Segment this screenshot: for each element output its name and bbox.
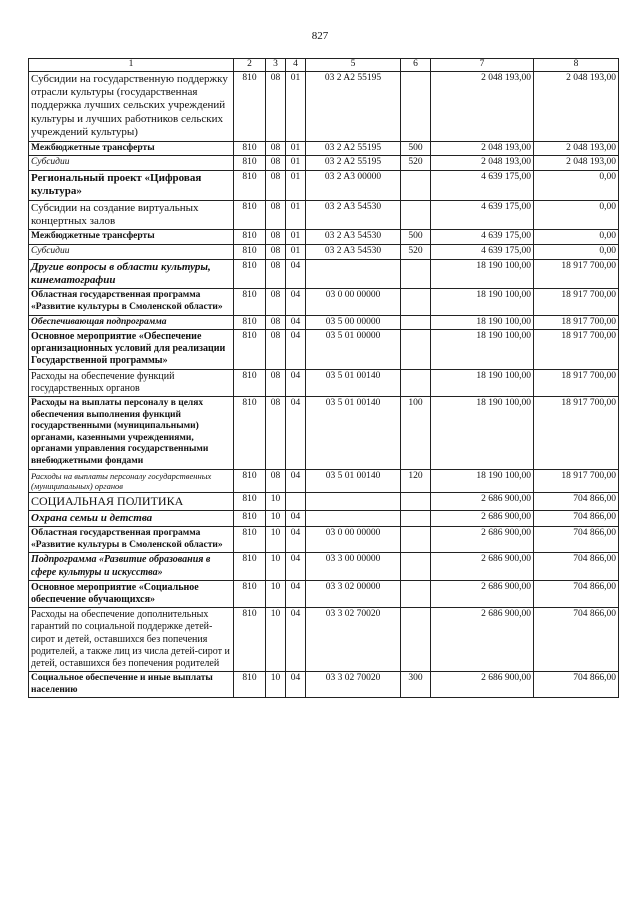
name-cell: Социальное обеспечение и иные выплаты населению [29, 672, 234, 698]
target-article-cell [306, 493, 401, 511]
amount-year1-cell: 18 190 100,00 [431, 259, 534, 289]
name-cell: Расходы на обеспечение функций государственных органов [29, 369, 234, 396]
expense-type-cell [401, 608, 431, 672]
amount-year1-cell: 2 686 900,00 [431, 510, 534, 526]
section-cell: 08 [266, 330, 286, 370]
target-article-cell: 03 5 01 00000 [306, 330, 401, 370]
table-row [29, 315, 619, 330]
name-cell: Региональный проект «Цифровая культура» [29, 170, 234, 200]
expense-type-cell [401, 510, 431, 526]
expense-type-cell: 120 [401, 469, 431, 493]
section-cell: 08 [266, 315, 286, 330]
target-article-cell: 03 2 A2 55195 [306, 156, 401, 171]
expense-type-cell [401, 553, 431, 580]
amount-year1-cell: 18 190 100,00 [431, 330, 534, 370]
table-row [29, 608, 619, 672]
target-article-cell [306, 510, 401, 526]
amount-year2-cell: 0,00 [534, 200, 619, 230]
amount-year1-cell: 2 686 900,00 [431, 608, 534, 672]
table-row [29, 580, 619, 607]
table-row [29, 397, 619, 469]
target-article-cell: 03 2 A2 55195 [306, 141, 401, 156]
target-article-cell: 03 3 00 00000 [306, 553, 401, 580]
header-cell: 7 [431, 59, 534, 72]
header-cell: 8 [534, 59, 619, 72]
table-row [29, 510, 619, 526]
expense-type-cell: 520 [401, 244, 431, 259]
subsection-cell: 01 [286, 170, 306, 200]
header-cell: 3 [266, 59, 286, 72]
subsection-cell: 04 [286, 289, 306, 315]
amount-year2-cell: 18 917 700,00 [534, 397, 619, 469]
admin-code-cell: 810 [234, 259, 266, 289]
table-row [29, 553, 619, 580]
subsection-cell: 04 [286, 553, 306, 580]
section-cell: 08 [266, 200, 286, 230]
amount-year2-cell: 704 866,00 [534, 493, 619, 511]
table-row [29, 369, 619, 396]
header-cell: 5 [306, 59, 401, 72]
subsection-cell: 04 [286, 397, 306, 469]
amount-year2-cell: 0,00 [534, 244, 619, 259]
amount-year1-cell: 2 686 900,00 [431, 527, 534, 553]
table-row [29, 156, 619, 171]
section-cell: 08 [266, 244, 286, 259]
admin-code-cell: 810 [234, 369, 266, 396]
table-row [29, 289, 619, 315]
header-cell: 4 [286, 59, 306, 72]
expense-type-cell [401, 170, 431, 200]
name-cell: Субсидии на государственную поддержку отрасли культуры (государственная поддержка лучших сельских учреждений культуры и лучших работников сельских учреждений культуры) [29, 71, 234, 141]
admin-code-cell: 810 [234, 510, 266, 526]
name-cell: Межбюджетные трансферты [29, 141, 234, 156]
section-cell: 10 [266, 672, 286, 698]
expense-type-cell [401, 493, 431, 511]
expense-type-cell: 500 [401, 141, 431, 156]
amount-year2-cell: 704 866,00 [534, 608, 619, 672]
subsection-cell: 04 [286, 580, 306, 607]
admin-code-cell: 810 [234, 170, 266, 200]
amount-year2-cell: 704 866,00 [534, 527, 619, 553]
target-article-cell: 03 5 01 00140 [306, 469, 401, 493]
section-cell: 08 [266, 170, 286, 200]
table-row [29, 141, 619, 156]
admin-code-cell: 810 [234, 141, 266, 156]
amount-year1-cell: 4 639 175,00 [431, 170, 534, 200]
section-cell: 10 [266, 553, 286, 580]
table-row [29, 493, 619, 511]
target-article-cell: 03 0 00 00000 [306, 289, 401, 315]
amount-year2-cell: 0,00 [534, 230, 619, 245]
admin-code-cell: 810 [234, 71, 266, 141]
name-cell: Межбюджетные трансферты [29, 230, 234, 245]
table-row [29, 259, 619, 289]
header-cell: 1 [29, 59, 234, 72]
name-cell: Основное мероприятие «Социальное обеспечение обучающихся» [29, 580, 234, 607]
admin-code-cell: 810 [234, 330, 266, 370]
name-cell: Субсидии [29, 244, 234, 259]
subsection-cell: 01 [286, 71, 306, 141]
admin-code-cell: 810 [234, 608, 266, 672]
subsection-cell: 01 [286, 244, 306, 259]
section-cell: 10 [266, 608, 286, 672]
amount-year1-cell: 2 686 900,00 [431, 672, 534, 698]
table-row [29, 672, 619, 698]
admin-code-cell: 810 [234, 527, 266, 553]
name-cell: Областная государственная программа «Развитие культуры в Смоленской области» [29, 527, 234, 553]
name-cell: Охрана семьи и детства [29, 510, 234, 526]
amount-year2-cell: 0,00 [534, 170, 619, 200]
name-cell: Расходы на выплаты персоналу государственных (муниципальных) органов [29, 469, 234, 493]
section-cell: 08 [266, 289, 286, 315]
header-cell: 2 [234, 59, 266, 72]
subsection-cell: 04 [286, 527, 306, 553]
subsection-cell: 04 [286, 315, 306, 330]
amount-year1-cell: 18 190 100,00 [431, 289, 534, 315]
name-cell: Обеспечивающая подпрограмма [29, 315, 234, 330]
page-number: 827 [311, 30, 329, 42]
admin-code-cell: 810 [234, 315, 266, 330]
amount-year2-cell: 18 917 700,00 [534, 469, 619, 493]
name-cell: Расходы на выплаты персоналу в целях обеспечения выполнения функций государственными (муниципальными) органами, казенными учреждениями, органами управления государственными внебюджетными фондами [29, 397, 234, 469]
target-article-cell: 03 3 02 70020 [306, 672, 401, 698]
amount-year1-cell: 2 686 900,00 [431, 493, 534, 511]
name-cell: Субсидии [29, 156, 234, 171]
amount-year1-cell: 4 639 175,00 [431, 244, 534, 259]
expense-type-cell [401, 315, 431, 330]
table-row [29, 330, 619, 370]
target-article-cell: 03 2 A2 55195 [306, 71, 401, 141]
budget-table [28, 58, 619, 698]
expense-type-cell: 300 [401, 672, 431, 698]
table-row [29, 244, 619, 259]
amount-year2-cell: 18 917 700,00 [534, 330, 619, 370]
admin-code-cell: 810 [234, 200, 266, 230]
subsection-cell: 04 [286, 672, 306, 698]
admin-code-cell: 810 [234, 156, 266, 171]
amount-year2-cell: 18 917 700,00 [534, 315, 619, 330]
target-article-cell: 03 5 01 00140 [306, 369, 401, 396]
expense-type-cell: 500 [401, 230, 431, 245]
amount-year2-cell: 18 917 700,00 [534, 289, 619, 315]
admin-code-cell: 810 [234, 244, 266, 259]
target-article-cell: 03 3 02 70020 [306, 608, 401, 672]
subsection-cell: 04 [286, 330, 306, 370]
admin-code-cell: 810 [234, 230, 266, 245]
subsection-cell: 04 [286, 469, 306, 493]
target-article-cell: 03 5 01 00140 [306, 397, 401, 469]
name-cell: Другие вопросы в области культуры, кинематографии [29, 259, 234, 289]
admin-code-cell: 810 [234, 469, 266, 493]
section-cell: 08 [266, 230, 286, 245]
amount-year1-cell: 2 048 193,00 [431, 141, 534, 156]
target-article-cell: 03 2 A3 54530 [306, 200, 401, 230]
admin-code-cell: 810 [234, 672, 266, 698]
amount-year1-cell: 4 639 175,00 [431, 230, 534, 245]
admin-code-cell: 810 [234, 580, 266, 607]
admin-code-cell: 810 [234, 289, 266, 315]
table-row [29, 527, 619, 553]
expense-type-cell [401, 71, 431, 141]
header-cell: 6 [401, 59, 431, 72]
amount-year1-cell: 18 190 100,00 [431, 369, 534, 396]
subsection-cell [286, 493, 306, 511]
target-article-cell [306, 259, 401, 289]
name-cell: Основное мероприятие «Обеспечение организационных условий для реализации Государственной программы» [29, 330, 234, 370]
admin-code-cell: 810 [234, 553, 266, 580]
amount-year2-cell: 18 917 700,00 [534, 259, 619, 289]
target-article-cell: 03 3 02 00000 [306, 580, 401, 607]
section-cell: 10 [266, 510, 286, 526]
section-cell: 10 [266, 527, 286, 553]
subsection-cell: 01 [286, 200, 306, 230]
expense-type-cell [401, 369, 431, 396]
section-cell: 08 [266, 156, 286, 171]
section-cell: 10 [266, 580, 286, 607]
table-row [29, 230, 619, 245]
amount-year1-cell: 2 048 193,00 [431, 156, 534, 171]
amount-year1-cell: 2 686 900,00 [431, 580, 534, 607]
admin-code-cell: 810 [234, 493, 266, 511]
section-cell: 10 [266, 493, 286, 511]
name-cell: Расходы на обеспечение дополнительных гарантий по социальной поддержке детей-сирот и детей, оставшихся без попечения родителей, а также лиц из числа детей-сирот и детей, оставшихся без попечения родителей [29, 608, 234, 672]
expense-type-cell [401, 527, 431, 553]
subsection-cell: 04 [286, 510, 306, 526]
subsection-cell: 01 [286, 230, 306, 245]
table-row [29, 200, 619, 230]
name-cell: СОЦИАЛЬНАЯ ПОЛИТИКА [29, 493, 234, 511]
amount-year1-cell: 2 686 900,00 [431, 553, 534, 580]
table-row [29, 170, 619, 200]
amount-year1-cell: 2 048 193,00 [431, 71, 534, 141]
expense-type-cell [401, 259, 431, 289]
amount-year1-cell: 18 190 100,00 [431, 397, 534, 469]
expense-type-cell [401, 330, 431, 370]
target-article-cell: 03 2 A3 54530 [306, 244, 401, 259]
amount-year1-cell: 18 190 100,00 [431, 469, 534, 493]
expense-type-cell [401, 289, 431, 315]
amount-year2-cell: 2 048 193,00 [534, 141, 619, 156]
name-cell: Областная государственная программа «Развитие культуры в Смоленской области» [29, 289, 234, 315]
subsection-cell: 01 [286, 156, 306, 171]
section-cell: 08 [266, 141, 286, 156]
name-cell: Подпрограмма «Развитие образования в сфере культуры и искусства» [29, 553, 234, 580]
amount-year2-cell: 2 048 193,00 [534, 156, 619, 171]
section-cell: 08 [266, 469, 286, 493]
header-row [29, 59, 619, 72]
expense-type-cell [401, 580, 431, 607]
amount-year2-cell: 2 048 193,00 [534, 71, 619, 141]
name-cell: Субсидии на создание виртуальных концертных залов [29, 200, 234, 230]
amount-year2-cell: 704 866,00 [534, 510, 619, 526]
expense-type-cell [401, 200, 431, 230]
subsection-cell: 04 [286, 369, 306, 396]
table-row [29, 469, 619, 493]
amount-year2-cell: 18 917 700,00 [534, 369, 619, 396]
section-cell: 08 [266, 369, 286, 396]
amount-year2-cell: 704 866,00 [534, 580, 619, 607]
section-cell: 08 [266, 71, 286, 141]
amount-year2-cell: 704 866,00 [534, 672, 619, 698]
section-cell: 08 [266, 259, 286, 289]
target-article-cell: 03 0 00 00000 [306, 527, 401, 553]
expense-type-cell: 100 [401, 397, 431, 469]
target-article-cell: 03 5 00 00000 [306, 315, 401, 330]
subsection-cell: 04 [286, 259, 306, 289]
subsection-cell: 04 [286, 608, 306, 672]
subsection-cell: 01 [286, 141, 306, 156]
amount-year2-cell: 704 866,00 [534, 553, 619, 580]
admin-code-cell: 810 [234, 397, 266, 469]
table-row [29, 71, 619, 141]
target-article-cell: 03 2 A3 00000 [306, 170, 401, 200]
amount-year1-cell: 4 639 175,00 [431, 200, 534, 230]
amount-year1-cell: 18 190 100,00 [431, 315, 534, 330]
section-cell: 08 [266, 397, 286, 469]
expense-type-cell: 520 [401, 156, 431, 171]
target-article-cell: 03 2 A3 54530 [306, 230, 401, 245]
